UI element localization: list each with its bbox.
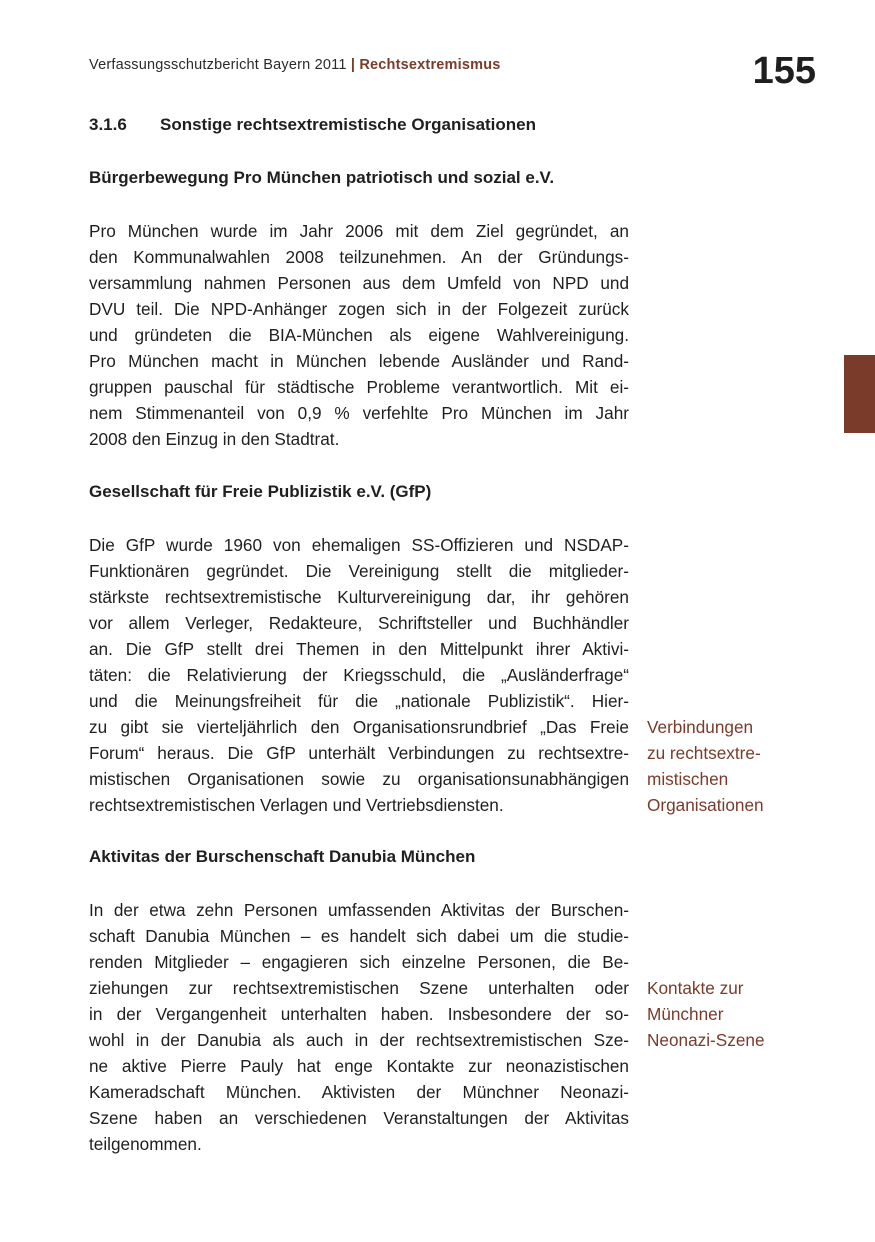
subheading-pro-muenchen: Bürgerbewegung Pro München patriotisch und sozial e.V. [89,168,555,187]
text-line: wohl in der Danubia als auch in der rechtsextremistischen Sze- [89,1030,629,1050]
text-line: Forum“ heraus. Die GfP unterhält Verbindungen zu rechtsextre- [89,743,629,763]
text-line: teilgenommen. [89,1134,202,1154]
text-line: nem Stimmenanteil von 0,9 % verfehlte Pro München im Jahr [89,403,629,423]
margin-note-line: mistischen [647,769,729,789]
chapter-thumb-tab [844,355,875,433]
section-name: Rechtsextremismus [359,57,501,73]
text-line: ne aktive Pierre Pauly hat enge Kontakte zur neonazistischen [89,1056,629,1076]
subheading-danubia: Aktivitas der Burschenschaft Danubia München [89,847,476,866]
paragraph-pro-muenchen [89,218,629,452]
text-line: an. Die GfP stellt drei Themen in den Mittelpunkt ihrer Aktivi- [89,639,629,659]
text-line: 2008 den Einzug in den Stadtrat. [89,429,340,449]
section-title: Sonstige rechtsextremistische Organisationen [160,115,537,134]
margin-note-line: zu rechtsextre- [647,743,761,763]
header-separator: | [350,57,356,73]
text-line: Kameradschaft München. Aktivisten der Münchner Neonazi- [89,1082,629,1102]
section-heading [89,115,536,135]
text-line: stärkste rechtsextremistische Kulturvereinigung dar, ihr gehören [89,587,629,607]
margin-note-kontakte [647,975,807,1053]
text-line: ziehungen zur rechtsextremistischen Szene unterhalten oder [89,978,629,998]
text-line: rechtsextremistischen Verlagen und Vertriebsdiensten. [89,795,504,815]
page-number: 155 [752,50,816,92]
paragraph-gfp [89,532,629,818]
text-line: versammlung nahmen Personen aus dem Umfeld von NPD und [89,273,629,293]
text-line: Funktionären gegründet. Die Vereinigung stellt die mitglieder- [89,561,629,581]
text-line: zu gibt sie vierteljährlich den Organisationsrundbrief „Das Freie [89,717,629,737]
section-number: 3.1.6 [89,115,127,134]
text-line: Die GfP wurde 1960 von ehemaligen SS-Offizieren und NSDAP- [89,535,629,555]
running-title: Verfassungsschutzbericht Bayern 2011 [89,57,347,73]
text-line: gruppen pauschal für städtische Probleme verantwortlich. Mit ei- [89,377,629,397]
text-line: den Kommunalwahlen 2008 teilzunehmen. An der Gründungs- [89,247,629,267]
text-line: in der Vergangenheit unterhalten haben. Insbesondere der so- [89,1004,629,1024]
margin-note-line: Verbindungen [647,717,754,737]
text-line: Pro München wurde im Jahr 2006 mit dem Ziel gegründet, an [89,221,629,241]
text-line: vor allem Verleger, Redakteure, Schriftsteller und Buchhändler [89,613,629,633]
margin-note-line: Neonazi-Szene [647,1030,765,1050]
text-line: DVU teil. Die NPD-Anhänger zogen sich in der Folgezeit zurück [89,299,629,319]
margin-note-verbindungen [647,714,807,818]
subheading-gfp: Gesellschaft für Freie Publizistik e.V. (GfP) [89,482,432,501]
text-line: und die Meinungsfreiheit für die „nationale Publizistik“. Hier- [89,691,629,711]
text-line: täten: die Relativierung der Kriegsschuld, die „Ausländerfrage“ [89,665,629,685]
margin-note-line: Kontakte zur [647,978,744,998]
paragraph-danubia [89,897,629,1157]
text-line: und gründeten die BIA-München als eigene Wahlvereinigung. [89,325,629,345]
margin-note-line: Organisationen [647,795,764,815]
text-line: Pro München macht in München lebende Ausländer und Rand- [89,351,629,371]
text-line: mistischen Organisationen sowie zu organisationsunabhängigen [89,769,629,789]
running-head [89,57,501,73]
margin-note-line: Münchner [647,1004,724,1024]
text-line: Szene haben an verschiedenen Veranstaltungen der Aktivitas [89,1108,629,1128]
text-line: In der etwa zehn Personen umfassenden Aktivitas der Burschen- [89,900,629,920]
text-line: schaft Danubia München – es handelt sich dabei um die studie- [89,926,629,946]
text-line: renden Mitglieder – engagieren sich einzelne Personen, die Be- [89,952,629,972]
